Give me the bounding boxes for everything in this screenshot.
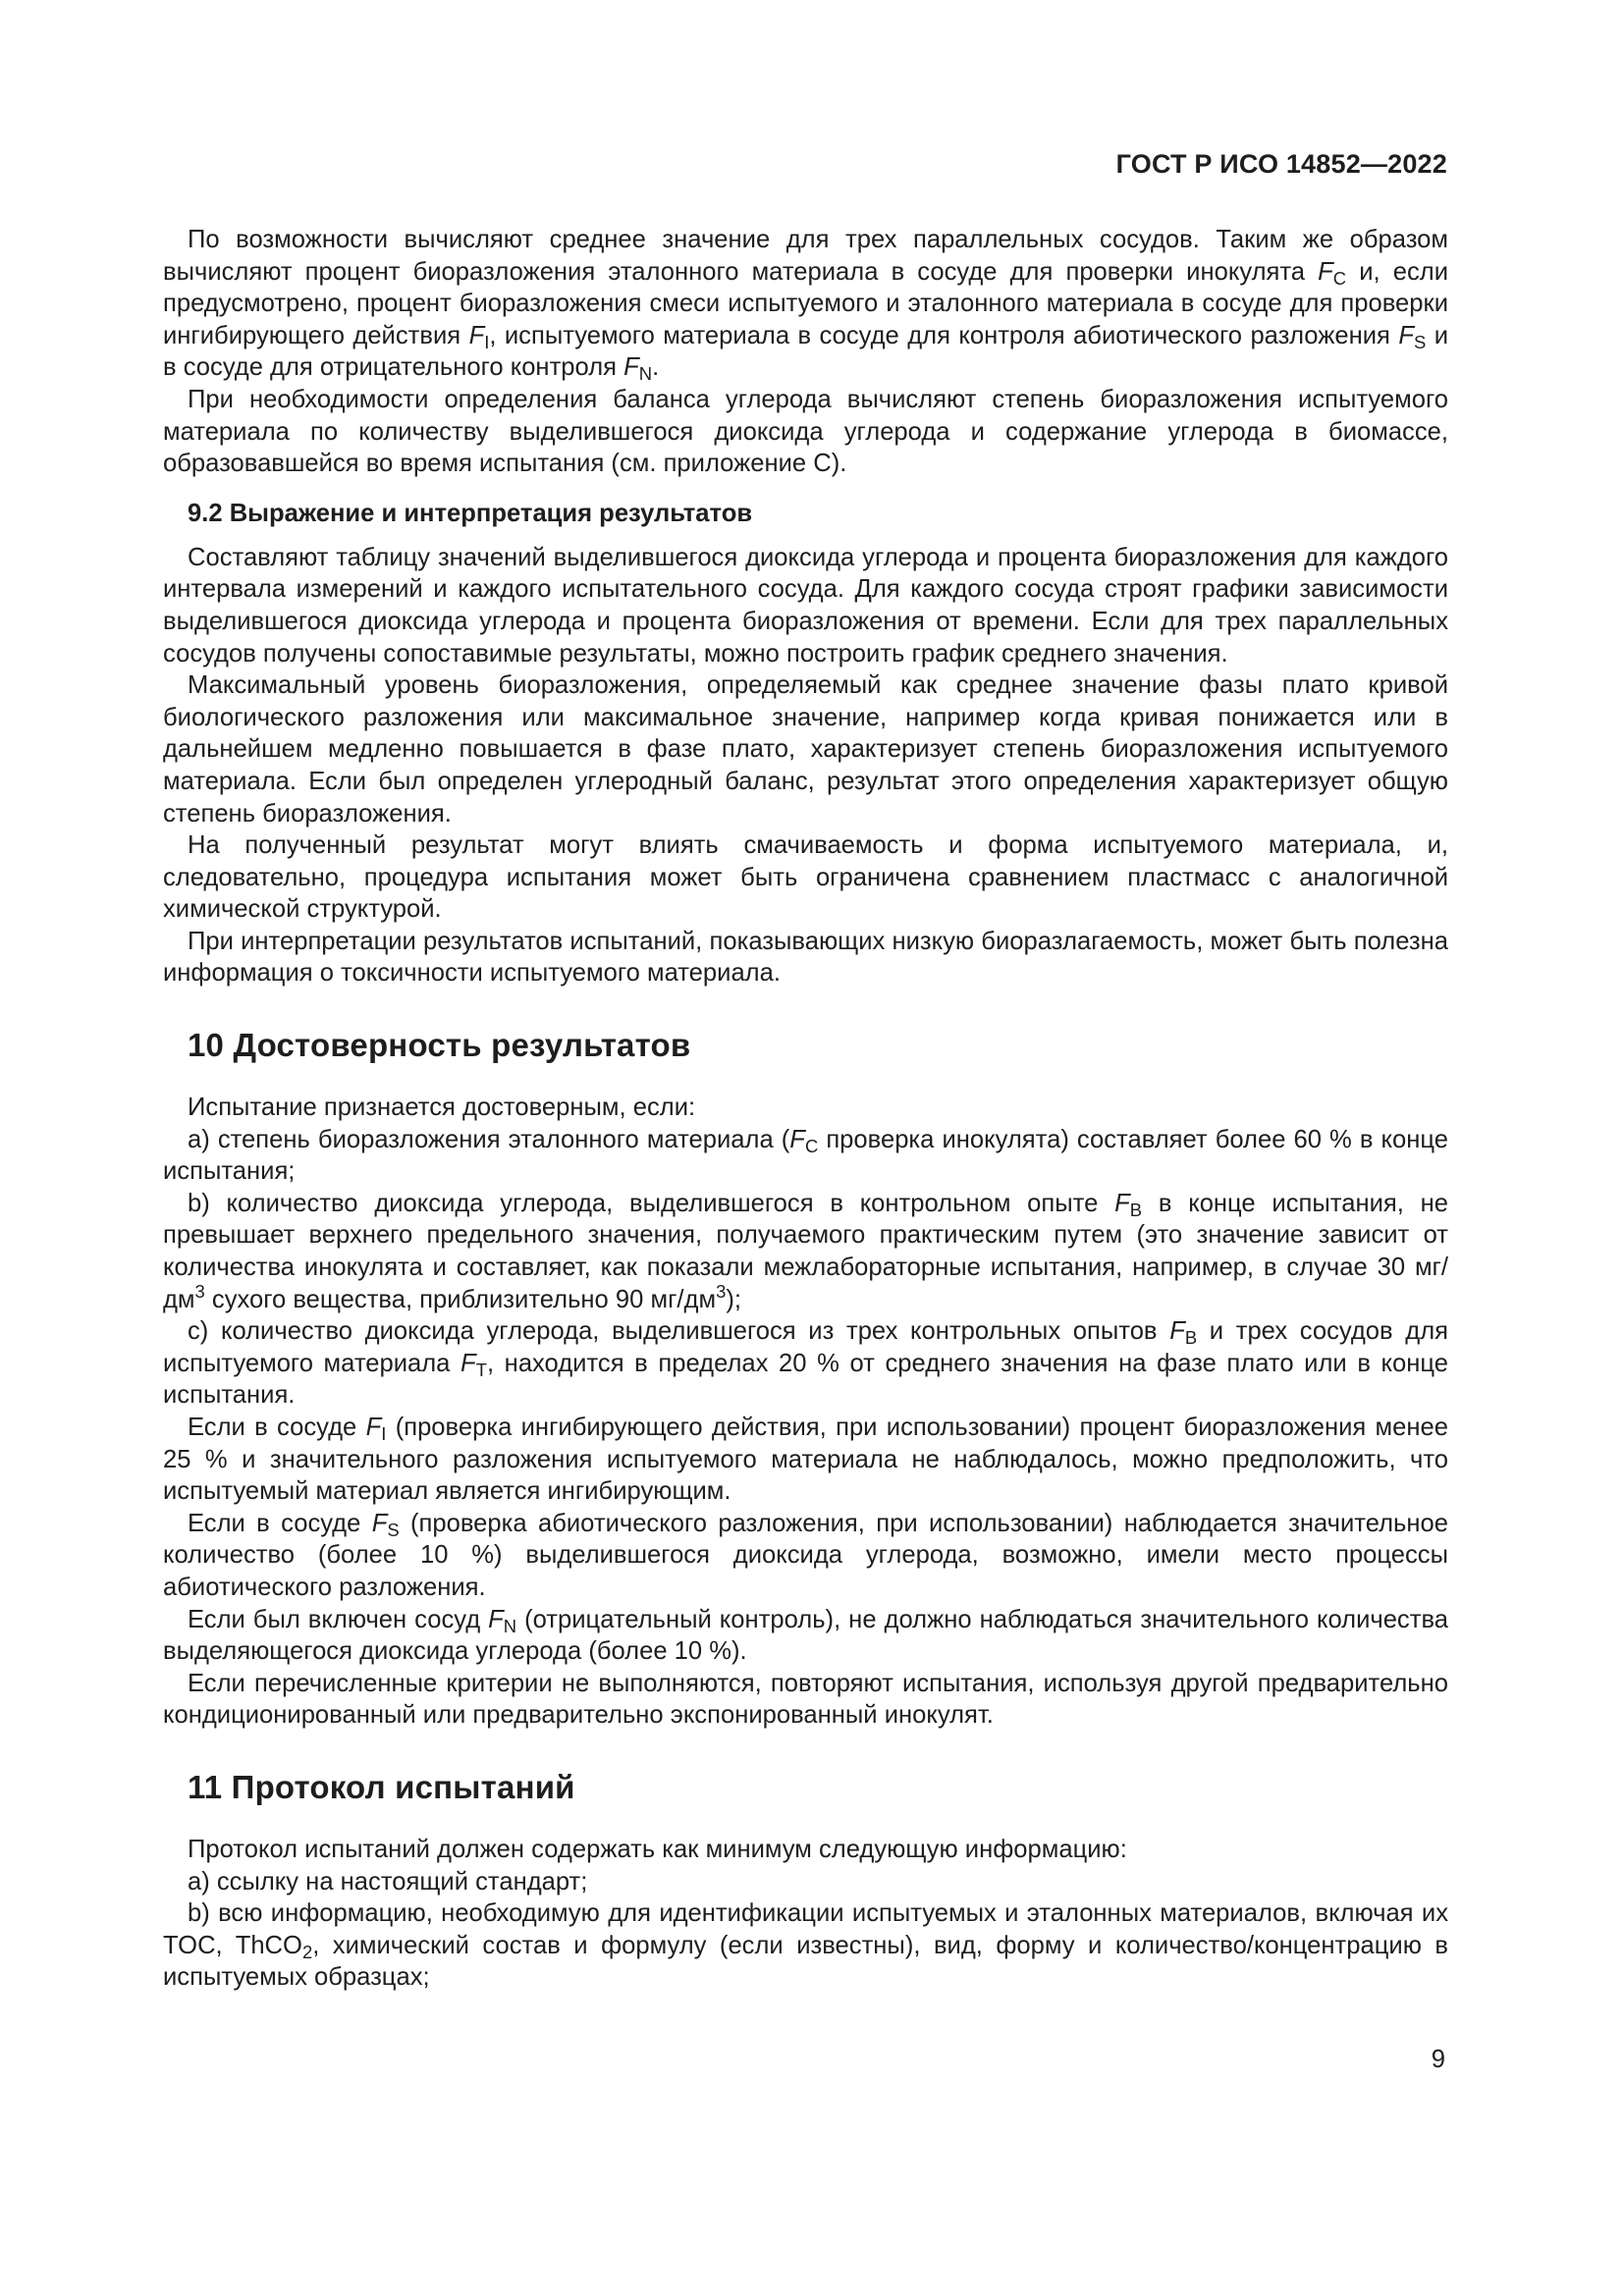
- list-item-protocol-a: a) ссылку на настоящий стандарт;: [188, 1867, 588, 1896]
- paragraph-repeat-tests: Если перечисленные критерии не выполняются, повторяют испытания, используя другой предварительно кондиционированный или предварительно экспонированный инокулят.: [163, 1669, 1448, 1730]
- section-heading-9-2: 9.2 Выражение и интерпретация результатов: [188, 499, 753, 527]
- paragraph-wettability: На полученный результат могут влиять смачиваемость и форма испытуемого материала, и, следовательно, процедура испытания может быть ограничена сравнением пластмасс с аналогичной химической структурой.: [163, 831, 1448, 924]
- paragraph-max-level: Максимальный уровень биоразложения, определяемый как среднее значение фазы плато кривой биологического разложения или максимальное значение, например когда кривая понижается или в дальнейшем медленно повышается в фазе плато, характеризует степень биоразложения испытуемого материала. Если был определен углеродный баланс, результат этого определения характеризует общую степень биоразложения.: [163, 671, 1448, 828]
- paragraph-carbon-balance: При необходимости определения баланса углерода вычисляют степень биоразложения испытуемого материала по количеству выделившегося диоксида углерода и содержание углерода в биомассе, образовавшейся во время испытания (см. приложение С).: [163, 385, 1448, 478]
- paragraph-validity-intro: Испытание признается достоверным, если:: [188, 1094, 696, 1122]
- paragraph-results-table: Составляют таблицу значений выделившегося диоксида углерода и процента биоразложения для каждого интервала измерений и каждого испытательного сосуда. Для каждого сосуда строят графики зависимости выделившегося диоксида углерода и процента биоразложения от времени. Если для трех параллельных сосудов получены сопоставимые результаты, можно построить график среднего значения.: [163, 543, 1448, 667]
- list-item-a: a) степень биоразложения эталонного материала ($F_C$ проверка инокулята) составляет более 60 % в конце испытания;: [163, 1125, 1448, 1186]
- page-number: 9: [1431, 2046, 1445, 2073]
- paragraph-negative-control: Если был включен сосуд $F_N$ (отрицательный контроль), не должно наблюдаться значительного количества выделяющегося диоксида углерода (более 10 %).: [163, 1605, 1448, 1666]
- paragraph-protocol-intro: Протокол испытаний должен содержать как минимум следующую информацию:: [188, 1835, 1127, 1863]
- list-item-b: b) количество диоксида углерода, выделившегося в контрольном опыте $F_B$ в конце испытания, не превышает верхнего предельного значения, получаемого практическим путем (это значение зависит от количества инокулята и составляет, как показали межлабораторные испытания, например, в случае 30 $мг/дм^3$ сухого вещества, приблизительно 90 $мг/дм^3$);: [163, 1189, 1448, 1313]
- section-heading-11: 11 Протокол испытаний: [188, 1768, 575, 1805]
- list-item-protocol-b: b) всю информацию, необходимую для идентификации испытуемых и эталонных материалов, включая их TOC, ThCO$_2$, химический состав и формулу (если известны), вид, форму и количество/концентрацию в испытуемых образцах;: [163, 1899, 1448, 1992]
- paragraph-abiotic: Если в сосуде $F_S$ (проверка абиотического разложения, при использовании) наблюдается значительное количество (более 10 %) выделившегося диоксида углерода, возможно, имели место процессы абиотического разложения.: [163, 1509, 1448, 1601]
- section-heading-10: 10 Достоверность результатов: [188, 1027, 691, 1064]
- page-content: [163, 224, 1448, 1994]
- document-code: ГОСТ Р ИСО 14852—2022: [1115, 149, 1447, 179]
- paragraph-inhibition: Если в сосуде $F_I$ (проверка ингибирующего действия, при использовании) процент биоразложения менее 25 % и значительного разложения испытуемого материала не наблюдалось, можно предположить, что испытуемый материал является ингибирующим.: [163, 1414, 1448, 1506]
- paragraph-toxicity: При интерпретации результатов испытаний, показывающих низкую биоразлагаемость, может быть полезна информация о токсичности испытуемого материала.: [163, 927, 1448, 988]
- list-item-c: c) количество диоксида углерода, выделившегося из трех контрольных опытов $F_B$ и трех сосудов для испытуемого материала $F_T$, находится в пределах 20 % от среднего значения на фазе плато или в конце испытания.: [163, 1317, 1449, 1410]
- paragraph-mean-value: По возможности вычисляют среднее значение для трех параллельных сосудов. Таким же образом вычисляют процент биоразложения эталонного материала в сосуде для проверки инокулята $F_C$ и, если предусмотрено, процент биоразложения смеси испытуемого и эталонного материала в сосуде для проверки ингибирующего действия $F_I$, испытуемого материала в сосуде для контроля абиотического разложения $F_S$ и в сосуде для отрицательного контроля $F_N$.: [163, 226, 1449, 385]
